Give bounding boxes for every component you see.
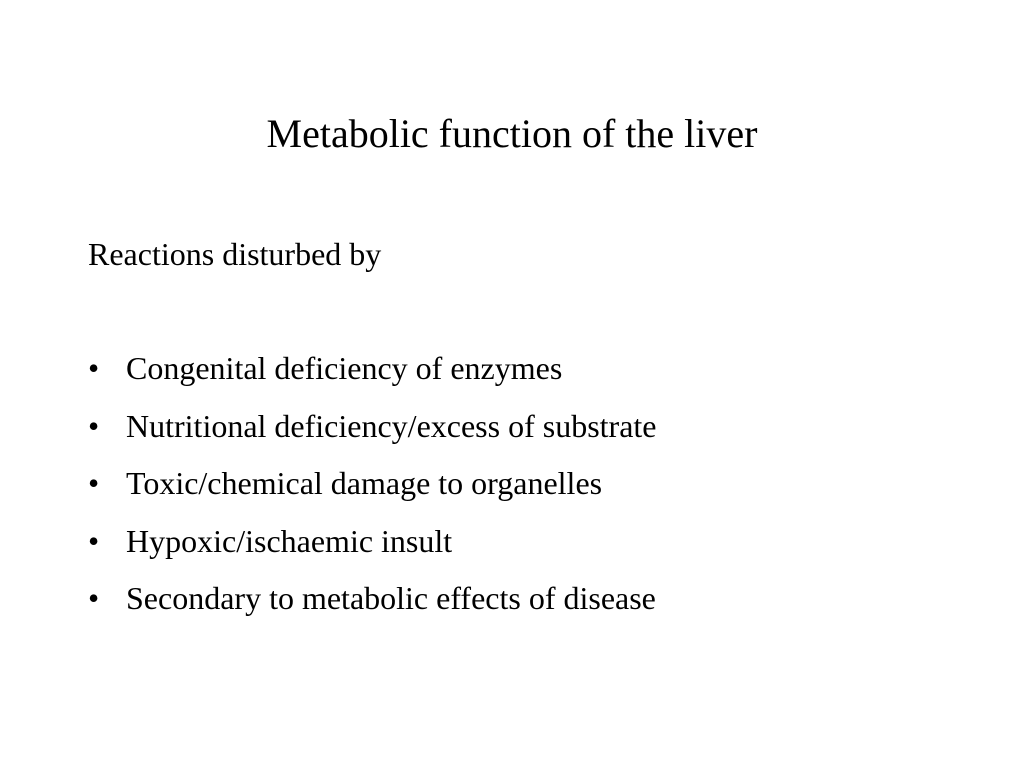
bullet-text: Secondary to metabolic effects of disease [126, 580, 656, 616]
bullet-text: Hypoxic/ischaemic insult [126, 522, 453, 559]
bullet-icon: • [88, 465, 100, 501]
bullet-icon: • [88, 522, 100, 559]
bullet-text: Toxic/chemical damage to organelles [126, 465, 603, 501]
bullet-icon: • [88, 350, 100, 386]
bullet-icon: • [88, 407, 100, 444]
bullet-icon: • [88, 580, 100, 616]
bullet-text: Nutritional deficiency/excess of substrate [126, 407, 657, 444]
slide-subtitle: Reactions disturbed by [88, 236, 382, 272]
slide-title: Metabolic function of the liver [266, 111, 758, 156]
bullet-text: Congenital deficiency of enzymes [126, 350, 563, 386]
